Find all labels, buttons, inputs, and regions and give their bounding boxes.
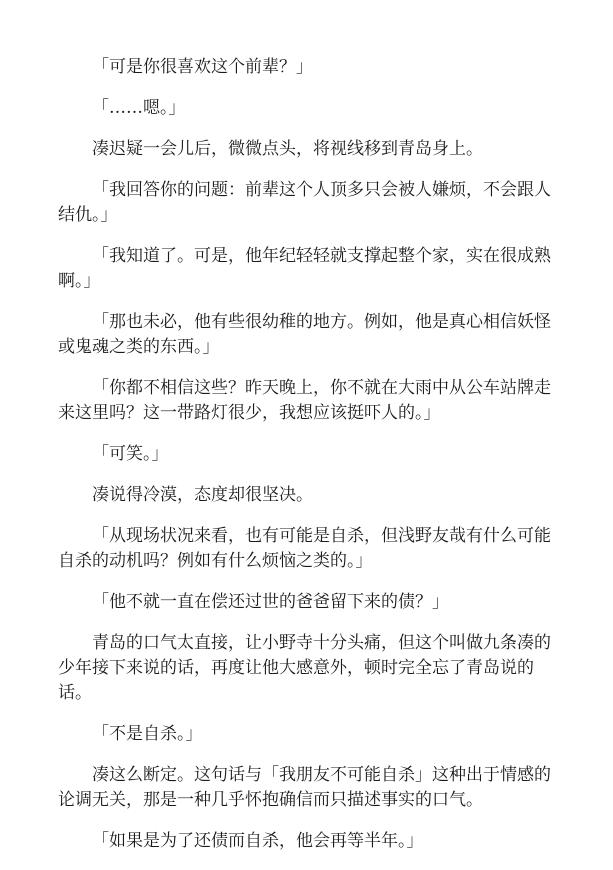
paragraph: 「我知道了。可是，他年纪轻轻就支撑起整个家，实在很成熟啊。」: [58, 246, 551, 291]
paragraph: 「如果是为了还债而自杀，他会再等半年。」: [92, 831, 424, 851]
paragraph: 「那也未必，他有些很幼稚的地方。例如，他是真心相信妖怪或鬼魂之类的东西。」: [58, 312, 551, 357]
paragraph: 凑这么断定。这句话与「我朋友不可能自杀」这种出于情感的论调无关，那是一种几乎怀抱确信而只描述事实的口气。: [58, 765, 551, 810]
paragraph: 「不是自杀。」: [92, 724, 203, 744]
paragraph: 「我回答你的问题：前辈这个人顶多只会被人嫌烦，不会跟人结仇。」: [58, 180, 551, 225]
paragraph: 「他不就一直在偿还过世的爸爸留下来的债？」: [92, 592, 449, 612]
paragraph: 凑说得冷漠，态度却很坚决。: [92, 485, 313, 505]
paragraph: 「从现场状况来看，也有可能是自杀，但浅野友哉有什么可能自杀的动机吗？例如有什么烦恼之类的。」: [58, 526, 551, 571]
paragraph: 青岛的口气太直接，让小野寺十分头痛，但这个叫做九条凑的少年接下来说的话，再度让他大感意外，顿时完全忘了青岛说的话。: [58, 633, 551, 703]
paragraph: 「可笑。」: [92, 444, 169, 464]
paragraph: 「……嗯。」: [92, 98, 186, 118]
text-body: [58, 55, 558, 870]
paragraph: 「可是你很喜欢这个前辈？」: [92, 57, 313, 77]
paragraph: 「你都不相信这些？昨天晚上，你不就在大雨中从公车站牌走来这里吗？这一带路灯很少，我想应该挺吓人的。」: [58, 378, 551, 423]
paragraph: 凑迟疑一会儿后，微微点头，将视线移到青岛身上。: [92, 139, 483, 159]
